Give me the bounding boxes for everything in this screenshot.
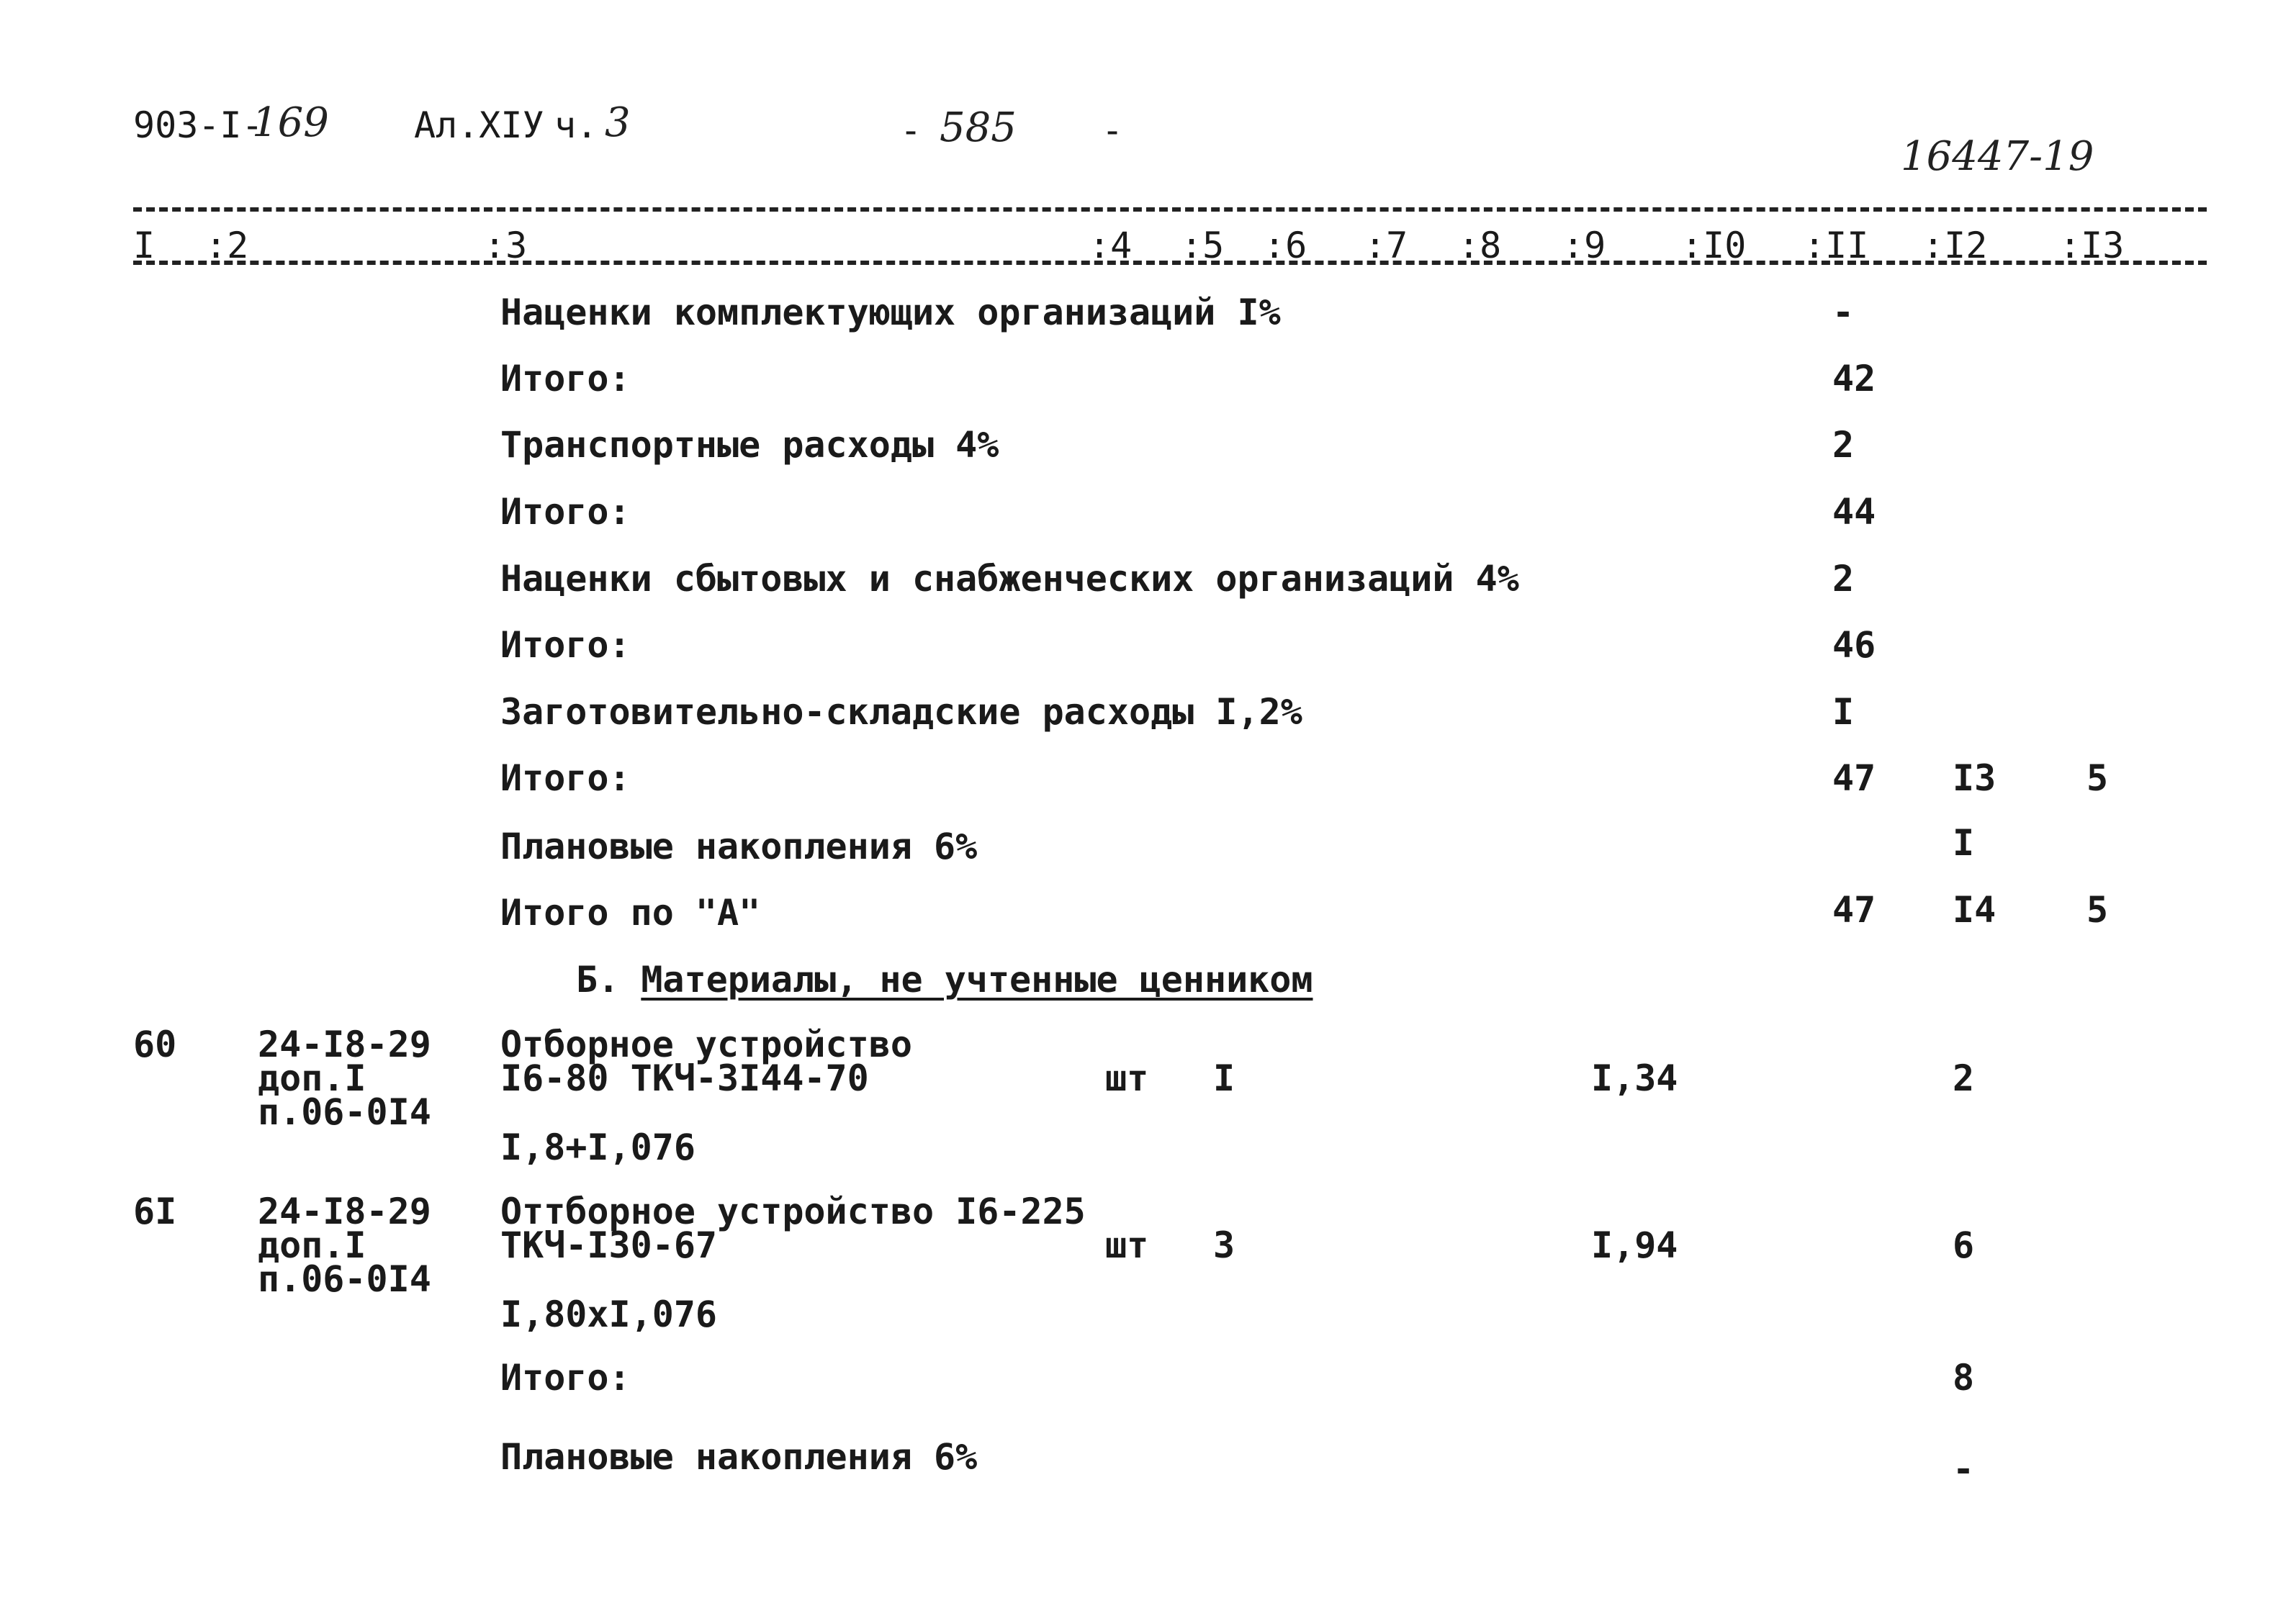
row-value-col11: 2	[1832, 424, 1855, 466]
item-number: 6I	[133, 1191, 177, 1232]
row-description: Наценки комплектующих организаций I%	[500, 292, 1281, 333]
row-description: Итого:	[500, 757, 631, 799]
header-dashed-rule-top	[133, 207, 2207, 212]
row-description: Наценки сбытовых и снабженческих организаций 4%	[500, 558, 1519, 600]
column-number-8: :8	[1458, 225, 1502, 266]
row-value-col11: 42	[1832, 358, 1876, 400]
reference-number-handwritten: 16447-19	[1901, 133, 2094, 180]
row-value-col12: I3	[1953, 757, 1996, 799]
section-b-heading	[576, 959, 1313, 1001]
item-code-line: 24-I8-29	[258, 1024, 431, 1065]
row-description: Итого по "А"	[500, 892, 761, 934]
column-number-6: :6	[1264, 225, 1307, 266]
item-unit: шт	[1105, 1224, 1149, 1266]
item-code-line: п.06-0I4	[258, 1091, 431, 1133]
row-description: Заготовительно-складские расходы I,2%	[500, 691, 1302, 733]
page-number-handwritten: 585	[940, 104, 1017, 151]
item-number: 60	[133, 1024, 177, 1065]
row-value-col13: 5	[2086, 757, 2109, 799]
row-value-col11: 44	[1832, 491, 1876, 533]
row-description: Итого:	[500, 1357, 631, 1399]
row-value-col11: 2	[1832, 558, 1855, 600]
part-number-handwritten: 3	[605, 99, 631, 146]
document-code-handwritten: 169	[252, 99, 329, 146]
column-number-5: :5	[1181, 225, 1225, 266]
row-description: Итого:	[500, 491, 631, 533]
item-total: 6	[1953, 1224, 1975, 1266]
item-price: I,34	[1591, 1057, 1678, 1099]
row-description: Плановые накопления 6%	[500, 826, 978, 867]
item-price: I,94	[1591, 1224, 1678, 1266]
row-value-col12: -	[1953, 1448, 1975, 1490]
item-quantity: I	[1213, 1057, 1235, 1099]
item-description-line: I6-80 ТКЧ-3I44-70	[500, 1057, 869, 1099]
item-description-line: ТКЧ-I30-67	[500, 1224, 718, 1266]
page-prefix: -	[900, 109, 944, 151]
item-description-line: Оттборное устройство I6-225	[500, 1191, 1086, 1232]
column-number-9: :9	[1562, 225, 1606, 266]
part-label: ч.	[554, 104, 598, 146]
item-quantity: 3	[1213, 1224, 1235, 1266]
row-value-col12: I4	[1953, 889, 1996, 931]
row-value-col11: 47	[1832, 889, 1876, 931]
column-number-12: :I2	[1922, 225, 1988, 266]
row-description: Итого:	[500, 624, 631, 666]
row-description: Плановые накопления 6%	[500, 1436, 978, 1478]
page-suffix: -	[1102, 109, 1124, 151]
section-b-prefix: Б.	[576, 959, 641, 1001]
item-description-line: Отборное устройство	[500, 1024, 912, 1065]
item-calculation: I,80хI,076	[500, 1294, 718, 1335]
column-number-11: :II	[1804, 225, 1869, 266]
section-b-title: Материалы, не учтенные ценником	[641, 959, 1313, 1001]
column-number-7: :7	[1364, 225, 1408, 266]
column-number-4: :4	[1089, 225, 1133, 266]
row-value-col11: 47	[1832, 757, 1876, 799]
column-number-13: :I3	[2059, 225, 2125, 266]
item-calculation: I,8+I,076	[500, 1127, 695, 1168]
item-code-line: доп.I	[258, 1224, 366, 1266]
item-total: 2	[1953, 1057, 1975, 1099]
row-value-col12: 8	[1953, 1357, 1975, 1399]
row-value-col11: -	[1832, 292, 1855, 333]
item-code-line: доп.I	[258, 1057, 366, 1099]
document-code-text: 903-I-	[133, 104, 264, 146]
row-description: Транспортные расходы 4%	[500, 424, 999, 466]
row-value-col11: 46	[1832, 624, 1876, 666]
column-number-3: :3	[484, 225, 528, 266]
column-number-2: :2	[205, 225, 249, 266]
row-description: Итого:	[500, 358, 631, 400]
row-value-col11: I	[1832, 691, 1855, 733]
document-code	[133, 104, 264, 146]
row-value-col12: I	[1953, 822, 1975, 864]
row-value-col13: 5	[2086, 889, 2109, 931]
column-number-1: I	[133, 225, 156, 266]
album-label: Ал.XIУ	[414, 104, 544, 146]
header-dashed-rule-bottom	[133, 261, 2207, 265]
item-code-line: п.06-0I4	[258, 1258, 431, 1300]
item-code-line: 24-I8-29	[258, 1191, 431, 1232]
column-number-10: :I0	[1681, 225, 1747, 266]
item-unit: шт	[1105, 1057, 1149, 1099]
